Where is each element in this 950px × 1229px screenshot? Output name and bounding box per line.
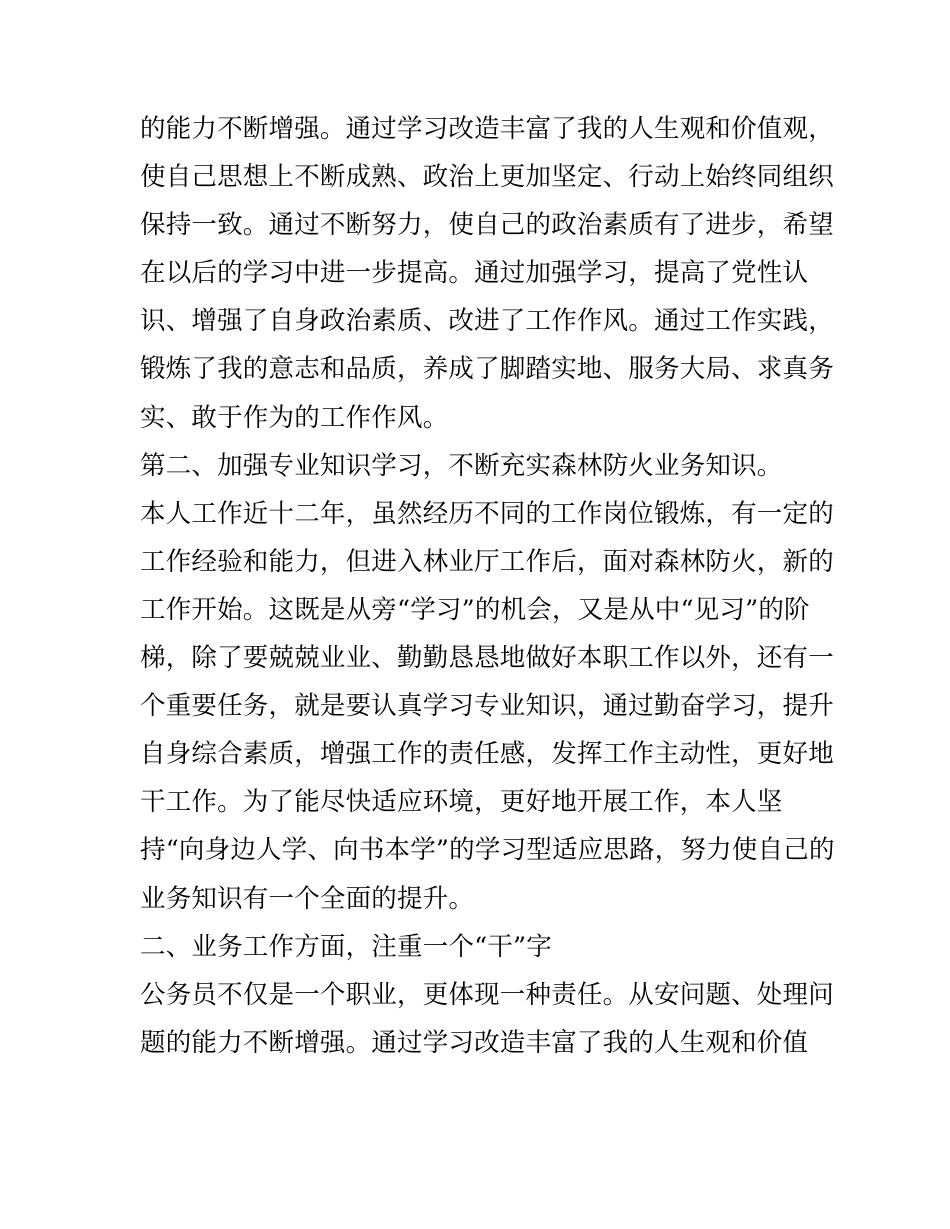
text-line: 的能力不断增强。通过学习改造丰富了我的人生观和价值观， — [140, 114, 834, 144]
text-line: 工作经验和能力，但进入林业厅工作后，面对森林防火，新的 — [140, 546, 834, 577]
text-line: 本人工作近十二年，虽然经历不同的工作岗位锻炼，有一定的 — [140, 498, 834, 529]
text-line: 锻炼了我的意志和品质，养成了脚踏实地、服务大局、求真务 — [140, 354, 834, 385]
text-line: 干工作。为了能尽快适应环境，更好地开展工作，本人坚 — [140, 787, 783, 818]
text-line: 持“向身边人学、向书本学”的学习型适应思路，努力使自己的 — [140, 835, 835, 866]
section-heading: 第二、加强专业知识学习，不断充实森林防火业务知识。 — [140, 450, 783, 481]
text-line: 梯，除了要兢兢业业、勤勤恳恳地做好本职工作以外，还有一 — [140, 643, 834, 674]
text-line: 题的能力不断增强。通过学习改造丰富了我的人生观和价值 — [140, 1027, 809, 1058]
text-line: 公务员不仅是一个职业，更体现一种责任。从安问题、处理问 — [140, 979, 834, 1010]
text-line: 业务知识有一个全面的提升。 — [140, 883, 475, 914]
text-line: 保持一致。通过不断努力，使自己的政治素质有了进步，希望 — [140, 210, 834, 241]
text-line: 在以后的学习中进一步提高。通过加强学习，提高了党性认 — [140, 258, 809, 289]
text-line: 实、敢于作为的工作作风。 — [140, 402, 449, 433]
text-line: 个重要任务，就是要认真学习专业知识，通过勤奋学习，提升 — [140, 691, 834, 722]
text-line: 识、增强了自身政治素质、改进了工作作风。通过工作实践， — [140, 306, 834, 337]
section-heading: 二、业务工作方面，注重一个“干”字 — [140, 931, 552, 962]
text-line: 工作开始。这既是从旁“学习”的机会，又是从中“见习”的阶 — [140, 594, 810, 625]
text-line: 使自己思想上不断成熟、政治上更加坚定、行动上始终同组织 — [140, 162, 834, 193]
document-body — [140, 105, 835, 1067]
text-line: 自身综合素质，增强工作的责任感，发挥工作主动性，更好地 — [140, 739, 834, 770]
